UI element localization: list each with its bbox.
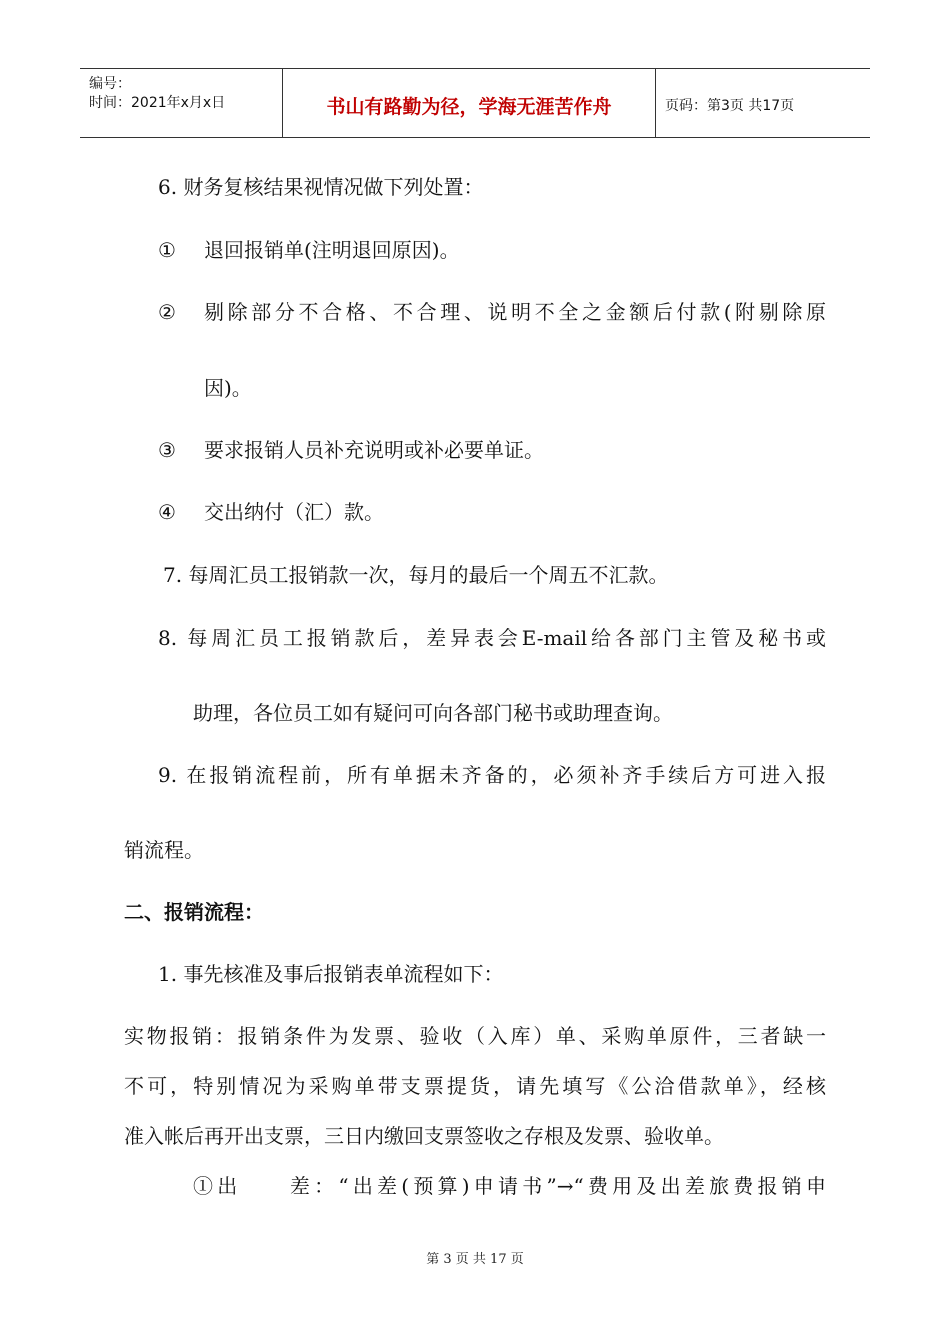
circle-marker-2: ② [158, 300, 176, 324]
header-page-label: 页码：第3页 共17页 [665, 98, 795, 114]
item-8-continuation: 助理，各位员工如有疑问可向各部门秘书或助理查询。 [193, 701, 673, 725]
flow-item-1-text: 1. 事先核准及事后报销表单流程如下： [158, 962, 504, 986]
item-8-text: 8. 每周汇员工报销款后，差异表会E-mail给各部门主管及秘书或 [158, 626, 826, 650]
physical-reimbursement-line-1: 实物报销：报销条件为发票、验收（入库）单、采购单原件，三者缺一 [124, 1024, 826, 1048]
business-trip-line: ①出 差：“出差(预算)申请书”→“费用及出差旅费报销申 [193, 1174, 826, 1198]
header-center-cell [282, 69, 656, 137]
circle-marker-4: ④ [158, 500, 176, 524]
sub-item-2-continuation: 因)。 [204, 376, 252, 400]
item-9-continuation: 销流程。 [124, 838, 204, 862]
page-footer: 第 3 页 共 17 页 [426, 1252, 524, 1267]
sub-item-2-text: 剔除部分不合格、不合理、说明不全之金额后付款(附剔除原 [204, 300, 826, 324]
document-number-label: 编号： [89, 76, 131, 92]
header-motto: 书山有路勤为径，学海无涯苦作舟 [326, 96, 612, 118]
document-time-label: 时间：2021年x月x日 [89, 95, 226, 111]
physical-reimbursement-line-3: 准入帐后再开出支票，三日内缴回支票签收之存根及发票、验收单。 [124, 1124, 724, 1148]
item-7-text: 7. 每周汇员工报销款一次，每月的最后一个周五不汇款。 [163, 563, 669, 587]
header-right-cell [656, 69, 870, 137]
sub-item-1-text: 退回报销单(注明退回原因)。 [204, 238, 460, 262]
sub-item-3-text: 要求报销人员补充说明或补必要单证。 [204, 438, 544, 462]
item-9-text: 9. 在报销流程前，所有单据未齐备的，必须补齐手续后方可进入报 [158, 763, 826, 787]
header-left-cell [80, 69, 282, 137]
page-header [80, 68, 870, 138]
item-6-text: 6. 财务复核结果视情况做下列处置： [158, 175, 484, 199]
circle-marker-3: ③ [158, 438, 176, 462]
section-heading: 二、报销流程： [124, 900, 264, 924]
sub-item-4-text: 交出纳付（汇）款。 [204, 500, 384, 524]
physical-reimbursement-line-2: 不可，特别情况为采购单带支票提货，请先填写《公洽借款单》，经核 [124, 1074, 826, 1098]
circle-marker-1: ① [158, 238, 176, 262]
